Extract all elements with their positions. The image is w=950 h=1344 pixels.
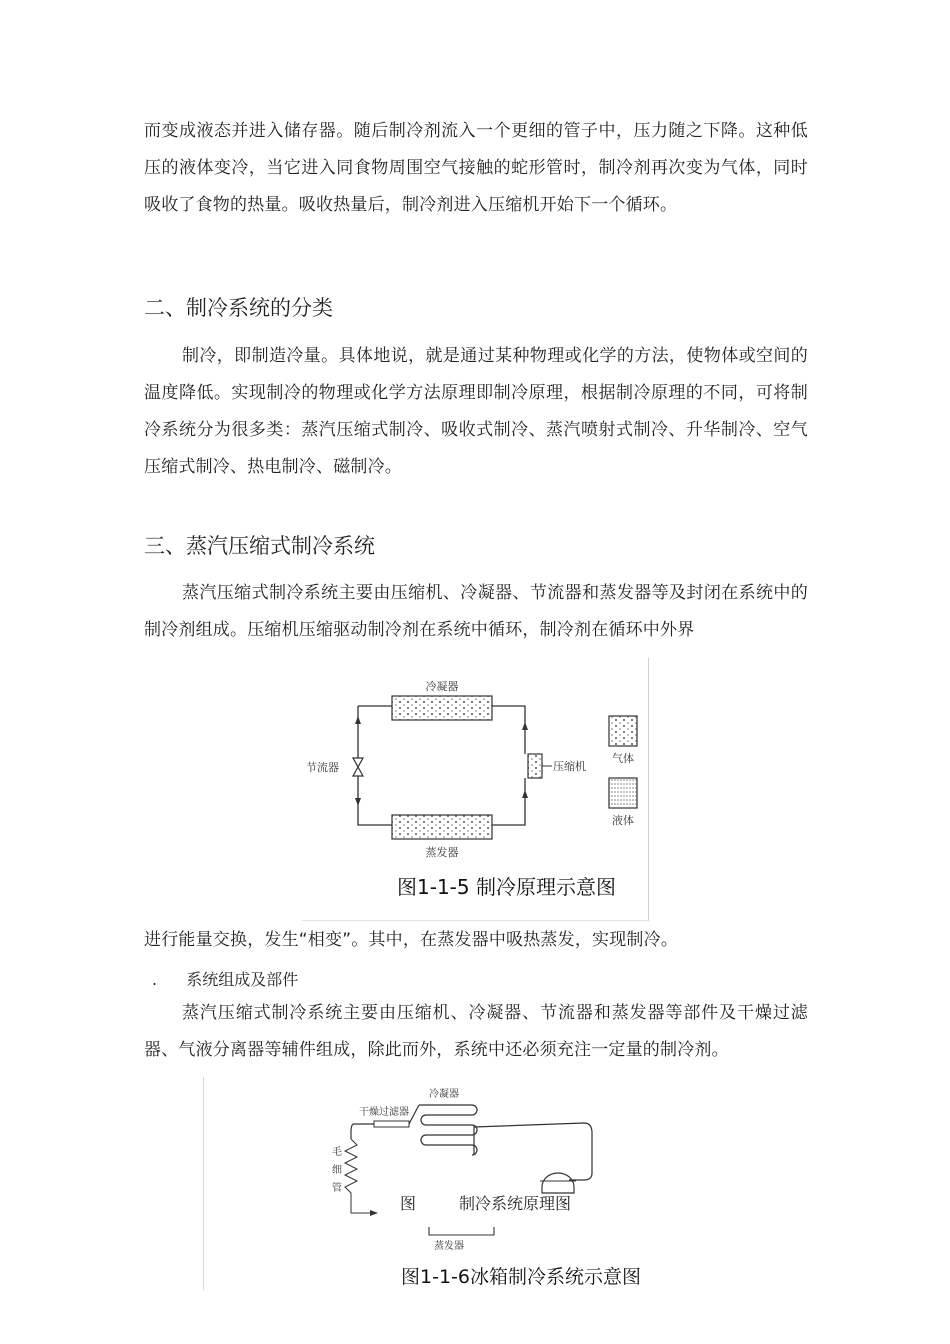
capillary-tube xyxy=(345,1139,374,1213)
compressor-label: 压缩机 xyxy=(553,760,586,773)
evaporator-coil xyxy=(429,1227,494,1252)
evaporator-label: 蒸发器 xyxy=(425,846,459,859)
flow-arrow-icon xyxy=(370,1210,378,1216)
list-item-label: 系统组成及部件 xyxy=(186,970,299,989)
throttle-label: 节流器 xyxy=(306,761,339,774)
svg-text:毛: 毛 xyxy=(332,1147,342,1158)
arrow-up-right-lower-icon xyxy=(522,790,528,798)
condenser-coil xyxy=(419,1087,477,1155)
paragraph-vapor-compression: 蒸汽压缩式制冷系统主要由压缩机、冷凝器、节流器和蒸发器等及封闭在系统中的制冷剂组成。压缩机压缩驱动制冷剂在系统中循环，制冷剂在循环中外界 xyxy=(144,583,808,640)
arrow-up-left-icon xyxy=(355,716,361,724)
inner-fig-mark: 图 xyxy=(400,1194,417,1213)
svg-text:气体: 气体 xyxy=(612,752,634,765)
inner-diagram-title: 制冷系统原理图 xyxy=(459,1194,572,1213)
paragraph-components: 蒸汽压缩式制冷系统主要由压缩机、冷凝器、节流器和蒸发器等部件及干燥过滤器、气液分离器等辅件组成，除此而外，系统中还必须充注一定量的制冷剂。 xyxy=(144,1003,808,1060)
dryer-label: 干燥过滤器 xyxy=(359,1107,409,1118)
refrigeration-principle-diagram xyxy=(302,658,648,920)
throttle-valve xyxy=(306,758,363,776)
svg-text:细: 细 xyxy=(332,1165,342,1176)
condenser xyxy=(392,679,492,720)
evaporator-label: 蒸发器 xyxy=(434,1241,464,1252)
bullet-mark: . xyxy=(152,970,158,989)
paragraph-classification: 制冷，即制造冷量。具体地说，就是通过某种物理或化学的方法，使物体或空间的温度降低。实现制冷的物理或化学方法原理即制冷原理，根据制冷原理的不同，可将制冷系统分为很多类：蒸汽压缩式制冷、吸收式制冷、蒸汽喷射式制冷、升华制冷、空气压缩式制冷、热电制冷、磁制冷。 xyxy=(144,346,808,477)
compressor-dome xyxy=(540,1173,576,1193)
piping xyxy=(409,1105,592,1180)
section-heading-classification: 二、制冷系统的分类 xyxy=(144,296,333,320)
figure-fridge-system xyxy=(203,1077,709,1290)
svg-text:管: 管 xyxy=(332,1183,342,1194)
figure-caption: 图1-1-5 制冷原理示意图 xyxy=(397,875,616,899)
compressor xyxy=(528,754,586,778)
section-heading-vapor-compression: 三、蒸汽压缩式制冷系统 xyxy=(144,534,375,558)
legend-liquid xyxy=(609,778,637,827)
list-item-components xyxy=(152,967,298,990)
paragraph-refrigerant-cycle: 而变成液态并进入储存器。随后制冷剂流入一个更细的管子中，压力随之下降。这种低压的液体变冷，当它进入同食物周围空气接触的蛇形管时，制冷剂再次变为气体，同时吸收了食物的热量。吸收热量后，制冷剂进入压缩机开始下一个循环。 xyxy=(144,121,808,215)
fridge-system-diagram xyxy=(204,1077,709,1290)
arrow-up-right-icon xyxy=(522,722,528,730)
dryer-filter xyxy=(374,1121,409,1127)
condenser-label: 冷凝器 xyxy=(429,1089,459,1100)
svg-text:液体: 液体 xyxy=(612,814,634,827)
legend-gas xyxy=(609,716,637,765)
condenser-label: 冷凝器 xyxy=(425,680,459,693)
figure-caption: 图1-1-6冰箱制冷系统示意图 xyxy=(401,1266,641,1288)
refrigerant-loop xyxy=(358,706,525,825)
arrow-down-left-icon xyxy=(355,798,361,806)
paragraph-phase-change: 进行能量交换，发生“相变”。其中，在蒸发器中吸热蒸发，实现制冷。 xyxy=(144,930,679,950)
figure-refrigeration-principle xyxy=(302,658,649,921)
evaporator xyxy=(392,815,492,859)
